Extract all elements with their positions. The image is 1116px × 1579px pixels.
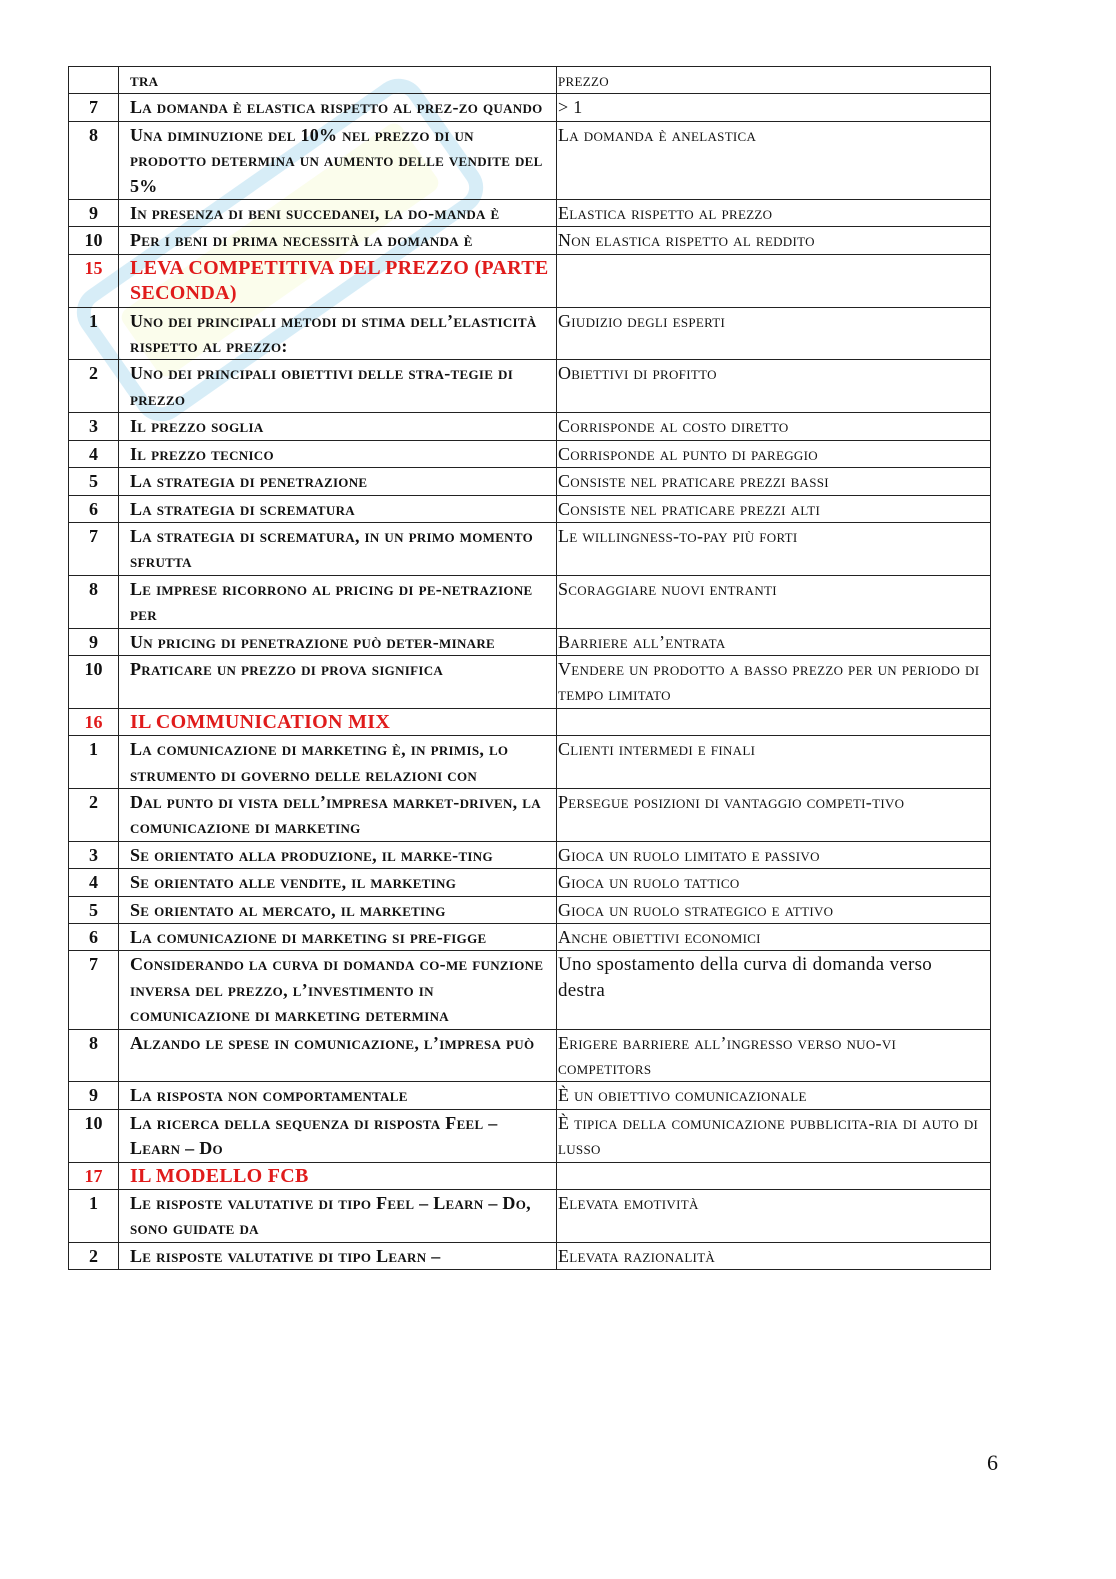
- row-number: 15: [69, 254, 119, 307]
- row-number: 5: [69, 468, 119, 495]
- row-number: 2: [69, 788, 119, 841]
- row-number: 3: [69, 413, 119, 440]
- question-text: La strategia di scrematura: [119, 495, 557, 522]
- question-row: [69, 736, 991, 789]
- question-text: Se orientato alla produzione, il marke-ting: [119, 841, 557, 868]
- question-row: [69, 788, 991, 841]
- question-text: La risposta non comportamentale: [119, 1082, 557, 1109]
- answer-text: Anche obiettivi economici: [557, 924, 991, 951]
- question-row: [69, 951, 991, 1029]
- answer-text: > 1: [557, 94, 991, 121]
- row-number: 4: [69, 440, 119, 467]
- answer-text: Le willingness-to-pay più forti: [557, 522, 991, 575]
- answer-text: Consiste nel praticare prezzi bassi: [557, 468, 991, 495]
- answer-text: Uno spostamento della curva di domanda verso destra: [557, 951, 991, 1029]
- answer-text: [557, 708, 991, 735]
- question-row: [69, 1190, 991, 1243]
- answer-text: Elevata emotività: [557, 1190, 991, 1243]
- row-number: 9: [69, 200, 119, 227]
- question-row: [69, 307, 991, 360]
- question-row: [69, 468, 991, 495]
- row-number: 8: [69, 575, 119, 628]
- row-number: [69, 67, 119, 94]
- question-text: La domanda è elastica rispetto al prez-zo quando: [119, 94, 557, 121]
- answer-text: Elastica rispetto al prezzo: [557, 200, 991, 227]
- question-row: [69, 227, 991, 254]
- row-number: 6: [69, 924, 119, 951]
- row-number: 4: [69, 869, 119, 896]
- question-text: Uno dei principali obiettivi delle stra-tegie di prezzo: [119, 360, 557, 413]
- question-row: [69, 1242, 991, 1269]
- question-text: Una diminuzione del 10% nel prezzo di un prodotto determina un aumento delle vendite del 5%: [119, 121, 557, 199]
- answer-text: Elevata razionalità: [557, 1242, 991, 1269]
- answer-text: Gioca un ruolo tattico: [557, 869, 991, 896]
- answer-text: Gioca un ruolo strategico e attivo: [557, 896, 991, 923]
- question-row: [69, 67, 991, 94]
- answer-text: Erigere barriere all’ingresso verso nuo-vi competitors: [557, 1029, 991, 1082]
- row-number: 16: [69, 708, 119, 735]
- question-row: [69, 1082, 991, 1109]
- question-text: Le imprese ricorrono al pricing di pe-netrazione per: [119, 575, 557, 628]
- row-number: 1: [69, 307, 119, 360]
- question-row: [69, 440, 991, 467]
- question-text: Se orientato alle vendite, il marketing: [119, 869, 557, 896]
- question-row: [69, 495, 991, 522]
- question-row: [69, 522, 991, 575]
- answer-text: Vendere un prodotto a basso prezzo per un periodo di tempo limitato: [557, 655, 991, 708]
- answer-text: La domanda è anelastica: [557, 121, 991, 199]
- answer-text: Corrisponde al punto di pareggio: [557, 440, 991, 467]
- question-text: La strategia di penetrazione: [119, 468, 557, 495]
- row-number: 9: [69, 628, 119, 655]
- row-number: 6: [69, 495, 119, 522]
- question-row: [69, 121, 991, 199]
- question-row: [69, 896, 991, 923]
- row-number: 1: [69, 1190, 119, 1243]
- question-row: [69, 360, 991, 413]
- question-text: La strategia di scrematura, in un primo momento sfrutta: [119, 522, 557, 575]
- question-text: La ricerca della sequenza di risposta Feel – Learn – Do: [119, 1109, 557, 1162]
- row-number: 17: [69, 1162, 119, 1189]
- quiz-table: [68, 66, 991, 1270]
- question-text: Le risposte valutative di tipo Feel – Learn – Do, sono guidate da: [119, 1190, 557, 1243]
- question-text: Considerando la curva di domanda co-me funzione inversa del prezzo, l’investimento in comunicazione di marketing determina: [119, 951, 557, 1029]
- question-text: La comunicazione di marketing è, in primis, lo strumento di governo delle relazioni con: [119, 736, 557, 789]
- answer-text: [557, 254, 991, 307]
- question-text: In presenza di beni succedanei, la do-manda è: [119, 200, 557, 227]
- question-row: [69, 655, 991, 708]
- question-text: Uno dei principali metodi di stima dell’elasticità rispetto al prezzo:: [119, 307, 557, 360]
- question-text: Praticare un prezzo di prova significa: [119, 655, 557, 708]
- question-row: [69, 575, 991, 628]
- question-row: [69, 94, 991, 121]
- section-header-row: [69, 708, 991, 735]
- question-text: tra: [119, 67, 557, 94]
- question-text: Il prezzo soglia: [119, 413, 557, 440]
- row-number: 7: [69, 522, 119, 575]
- section-title: IL MODELLO FCB: [119, 1162, 557, 1189]
- row-number: 2: [69, 360, 119, 413]
- answer-text: Gioca un ruolo limitato e passivo: [557, 841, 991, 868]
- question-row: [69, 628, 991, 655]
- answer-text: Corrisponde al costo diretto: [557, 413, 991, 440]
- section-header-row: [69, 254, 991, 307]
- row-number: 2: [69, 1242, 119, 1269]
- question-row: [69, 924, 991, 951]
- question-text: Per i beni di prima necessità la domanda è: [119, 227, 557, 254]
- row-number: 7: [69, 94, 119, 121]
- row-number: 5: [69, 896, 119, 923]
- question-text: Il prezzo tecnico: [119, 440, 557, 467]
- answer-text: prezzo: [557, 67, 991, 94]
- answer-text: Giudizio degli esperti: [557, 307, 991, 360]
- question-row: [69, 1029, 991, 1082]
- section-header-row: [69, 1162, 991, 1189]
- answer-text: Clienti intermedi e finali: [557, 736, 991, 789]
- row-number: 9: [69, 1082, 119, 1109]
- answer-text: Scoraggiare nuovi entranti: [557, 575, 991, 628]
- row-number: 7: [69, 951, 119, 1029]
- section-title: IL COMMUNICATION MIX: [119, 708, 557, 735]
- row-number: 3: [69, 841, 119, 868]
- section-title: LEVA COMPETITIVA DEL PREZZO (PARTE SECONDA): [119, 254, 557, 307]
- question-row: [69, 1109, 991, 1162]
- question-text: Se orientato al mercato, il marketing: [119, 896, 557, 923]
- answer-text: Persegue posizioni di vantaggio competi-tivo: [557, 788, 991, 841]
- question-text: Alzando le spese in comunicazione, l’impresa può: [119, 1029, 557, 1082]
- page-number: 6: [987, 1450, 998, 1475]
- question-row: [69, 869, 991, 896]
- row-number: 8: [69, 121, 119, 199]
- row-number: 10: [69, 1109, 119, 1162]
- answer-text: Barriere all’entrata: [557, 628, 991, 655]
- question-text: La comunicazione di marketing si pre-figge: [119, 924, 557, 951]
- question-row: [69, 200, 991, 227]
- question-text: Un pricing di penetrazione può deter-minare: [119, 628, 557, 655]
- question-text: Le risposte valutative di tipo Learn –: [119, 1242, 557, 1269]
- row-number: 10: [69, 655, 119, 708]
- question-text: Dal punto di vista dell’impresa market-driven, la comunicazione di marketing: [119, 788, 557, 841]
- question-row: [69, 841, 991, 868]
- row-number: 8: [69, 1029, 119, 1082]
- answer-text: È tipica della comunicazione pubblicita-ria di auto di lusso: [557, 1109, 991, 1162]
- answer-text: [557, 1162, 991, 1189]
- answer-text: Obiettivi di profitto: [557, 360, 991, 413]
- answer-text: Non elastica rispetto al reddito: [557, 227, 991, 254]
- question-row: [69, 413, 991, 440]
- answer-text: È un obiettivo comunicazionale: [557, 1082, 991, 1109]
- row-number: 1: [69, 736, 119, 789]
- answer-text: Consiste nel praticare prezzi alti: [557, 495, 991, 522]
- row-number: 10: [69, 227, 119, 254]
